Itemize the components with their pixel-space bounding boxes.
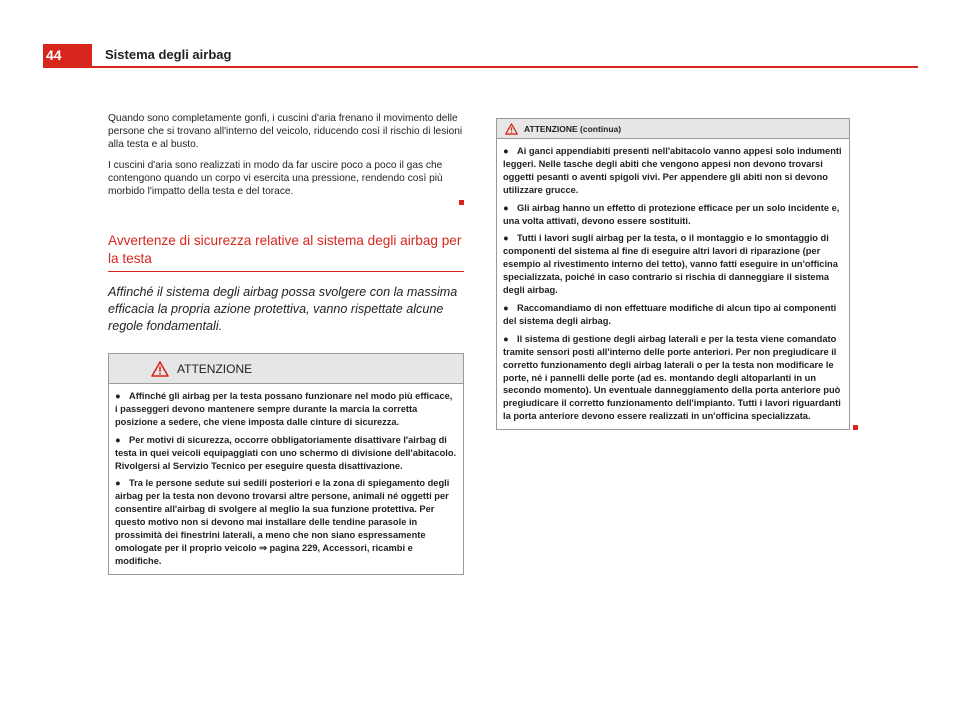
bullet: ● <box>115 434 121 445</box>
warning-item: ● Gli airbag hanno un effetto di protezione efficace per un solo incidente e, una volta attivati, devono essere sostituiti. <box>503 202 840 226</box>
warning-header <box>109 354 463 384</box>
warning-box-continued <box>496 118 850 430</box>
warning-header <box>497 119 849 139</box>
bullet: ● <box>503 333 509 344</box>
bullet: ● <box>115 478 121 489</box>
warning-title: ATTENZIONE <box>177 361 253 376</box>
warning-item: ● Tra le persone sedute sui sedili posteriori e la zona di spiegamento degli airbag per la testa non devono trovarsi altre persone, animali né oggetti per consentire all'airbag di svolgere al meglio la sua funzione protettiva. Per questo motivo non si devono mai installare delle tendine parasole in prossimità dei finestrini laterali, a meno che non siano espressamente omologate per il proprio veicolo ⇒ pagina 229, Accessori, ricambi e modifiche. <box>115 478 450 566</box>
warning-triangle-icon <box>151 361 169 377</box>
bullet: ● <box>503 302 509 313</box>
body-paragraph: I cuscini d'aria sono realizzati in modo da far uscire poco a poco il gas che contengono quando un corpo vi esercita una pressione, rendendo così più morbido l'impatto della testa e del torace. <box>108 160 443 197</box>
left-column <box>108 112 464 575</box>
subheading: Avvertenze di sicurezza relative al sistema degli airbag per la testa <box>108 232 464 272</box>
end-of-section-icon <box>459 200 464 205</box>
warning-item: ● Raccomandiamo di non effettuare modifiche di alcun tipo ai componenti del sistema degli airbag. <box>503 302 837 326</box>
warning-item: ● Per motivi di sicurezza, occorre obbligatoriamente disattivare l'airbag di testa in quei veicoli equipaggiati con uno schermo di divisione dell'abitacolo. Rivolgersi al Servizio Tecnico per eseguire questa disattivazione. <box>115 434 457 471</box>
warning-item: ● Tutti i lavori sugli airbag per la testa, o il montaggio e lo smontaggio di componenti del sistema al fine di eseguire altri lavori di riparazione (per esempio al rivestimento interno del tetto), vanno fatti eseguire in un'officina specializzata, poiché in caso contrario si rischia di danneggiare il sistema degli airbag. <box>503 233 838 296</box>
bullet: ● <box>503 202 509 213</box>
page-number: 44 <box>46 47 62 63</box>
warning-title: ATTENZIONE (continua) <box>524 123 622 134</box>
warning-triangle-icon <box>505 123 518 135</box>
page-header <box>43 44 918 68</box>
running-title: Sistema degli airbag <box>105 47 232 62</box>
warning-item: ● Il sistema di gestione degli airbag laterali e per la testa viene comandato tramite sensori posti all'interno delle porte anteriori. Per non pregiudicare il corretto funzionamento degli airbag laterali o per la testa non modificare le porte, né i pannelli delle porte (ad es. montando degli altoparlanti in un secondo momento). Un eventuale danneggiamento della porta anteriore può pregiudicare il corretto funzionamento dell'impianto. Tutti i lavori riguardanti la porta anteriore devono essere realizzati in un'officina specializzata. <box>503 333 841 422</box>
bullet: ● <box>503 233 509 244</box>
warning-box <box>108 353 464 575</box>
bullet: ● <box>503 146 509 156</box>
page-number-badge <box>43 44 92 66</box>
intro-paragraph: Affinché il sistema degli airbag possa svolgere con la massima efficacia la propria azione protettiva, vanno rispettate alcune regole fondamentali. <box>108 285 458 333</box>
right-column <box>496 118 850 430</box>
body-paragraph: Quando sono completamente gonfi, i cuscini d'aria frenano il movimento delle persone che si trovano all'interno del veicolo, riducendo così il rischio di lesioni alla testa e al busto. <box>108 113 463 150</box>
warning-item: ● Affinché gli airbag per la testa possano funzionare nel modo più efficace, i passeggeri devono mantenere sempre durante la marcia la corretta posizione a sedere, che viene imposta dalle cinture di sicurezza. <box>115 391 453 427</box>
end-of-section-icon <box>853 425 858 430</box>
bullet: ● <box>115 391 121 401</box>
warning-body <box>109 384 463 574</box>
warning-item: ● Ai ganci appendiabiti presenti nell'abitacolo vanno appesi solo indumenti leggeri. Nelle tasche degli abiti che vengono appesi non devono trovarsi oggetti pesanti o aventi spigoli vivi. Per appendere gli abiti non si devono utilizzare grucce. <box>503 146 842 195</box>
warning-body <box>497 139 849 429</box>
